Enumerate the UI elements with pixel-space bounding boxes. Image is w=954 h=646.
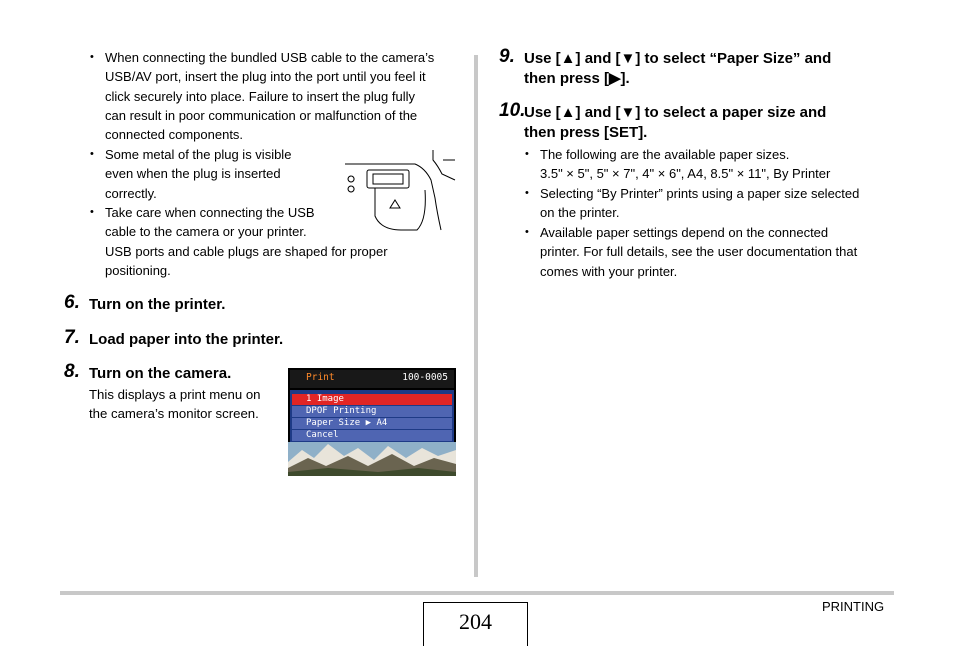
screen-counter: 100-0005 (402, 372, 448, 383)
step-7-number: 7. (64, 327, 80, 348)
step-8-number: 8. (64, 361, 80, 382)
bullet-usb-connection: • When connecting the bundled USB cable to the camera’s USB/AV port, insert the plug into the port until you feel it click securely into place. Failure to insert the plug fully can result in poor communication or malfunction of the connected components. (105, 48, 465, 144)
landscape-background (288, 442, 456, 476)
usb-plug-illustration (345, 150, 457, 232)
menu-item-1-image: 1 Image (292, 394, 452, 405)
step-10-title: Use [▲] and [▼] to select a paper size and then press [SET]. (524, 104, 827, 141)
page-number: 204 (423, 602, 528, 646)
bullet-paper-settings: • Available paper settings depend on the connected printer. For full details, see the user documentation that comes with your printer. (540, 223, 890, 281)
bullet-available-sizes: • The following are the available paper sizes. 3.5" × 5", 5" × 7", 4" × 6", A4, 8.5" × 11", By Printer (540, 145, 890, 184)
menu-item-dpof-printing: DPOF Printing (292, 406, 452, 417)
step-6-title: Turn on the printer. (89, 296, 226, 313)
camera-print-screen (288, 368, 456, 476)
screen-header (290, 370, 454, 388)
menu-item-paper-size: Paper Size ▶ A4 (292, 418, 452, 429)
footer-rule (60, 591, 894, 595)
column-divider (474, 55, 478, 577)
step-8-body: This displays a print menu on the camera’s monitor screen. (89, 387, 261, 422)
bullet-metal-visible: • Some metal of the plug is visible even when the plug is inserted correctly. (105, 145, 345, 203)
screen-title: Print (306, 372, 335, 383)
section-label: PRINTING (822, 599, 885, 614)
step-9-number: 9. (499, 46, 515, 67)
step-9-title: Use [▲] and [▼] to select “Paper Size” and then press [▶]. (524, 50, 832, 87)
step-7-title: Load paper into the printer. (89, 331, 284, 348)
step-6-number: 6. (64, 292, 80, 313)
bullet-take-care: • Take care when connecting the USB cable to the camera or your printer. USB ports and cable plugs are shaped for proper positioning. (105, 203, 445, 280)
bullet-by-printer: • Selecting “By Printer” prints using a paper size selected on the printer. (540, 184, 890, 223)
step-10-number: 10. (499, 100, 526, 121)
step-8-title: Turn on the camera. (89, 365, 232, 382)
menu-item-cancel: Cancel (292, 430, 452, 441)
